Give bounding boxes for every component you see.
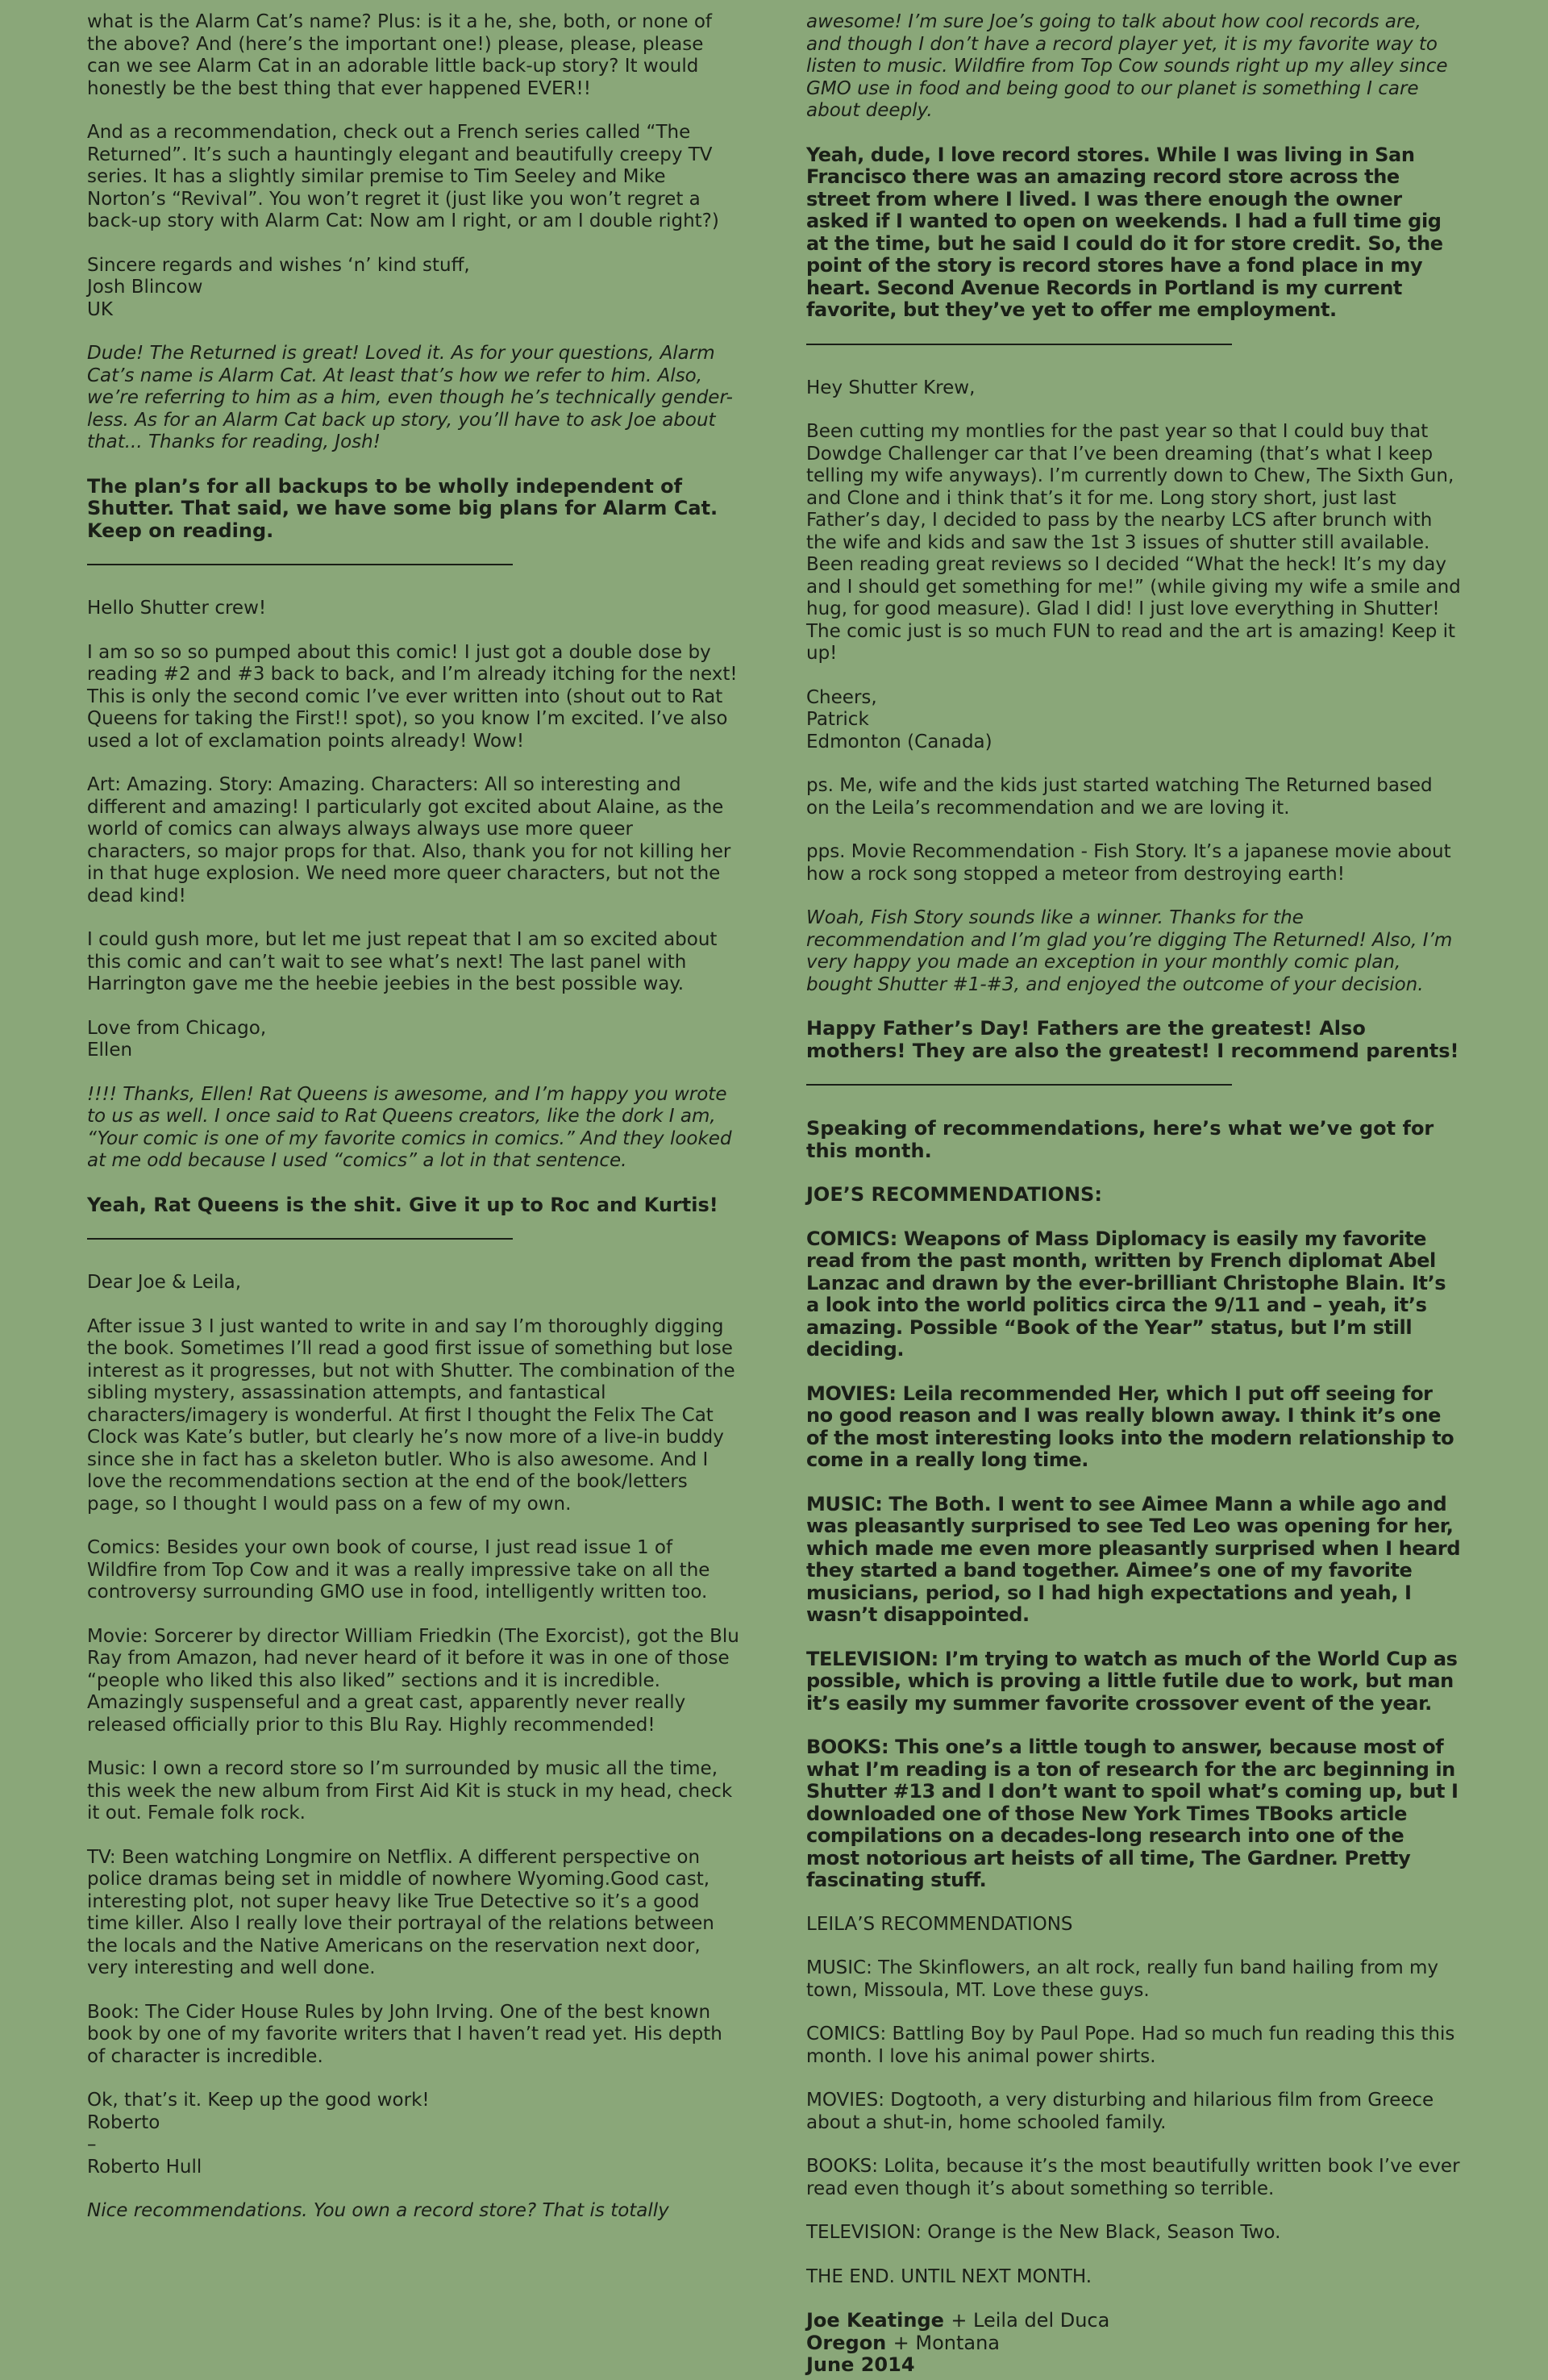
section-divider: [87, 564, 513, 565]
joe-rec-movies: MOVIES: Leila recommended Her, which I put off seeing for no good reason and I was really blown away. I think it’s one of the most interesting looks into the modern relationship to come in a really long time.: [806, 1382, 1454, 1471]
letter-paragraph: I am so so so pumped about this comic! I just got a double dose by reading #2 and #3 back to back, and I’m already itching for the next! This is only the second comic I’ve ever written into (shout out to Rat Queens for taking the First!! spot), so you know I’m excited. I’ve also used a lot of exclamation points already! Wow!: [87, 641, 738, 752]
letter-paragraph: Music: I own a record store so I’m surrounded by music all the time, this week the new album from First Aid Kit is stuck in my head, check it out. Female folk rock.: [87, 1758, 733, 1824]
signature-places: [806, 2332, 1461, 2355]
letter-paragraph: Comics: Besides your own book of course, I just read issue 1 of Wildfire from Top Cow and it was a really impressive take on all the controversy surrounding GMO use in food, intelligently written too.: [87, 1537, 710, 1603]
letter-paragraph: Been cutting my montlies for the past year so that I could buy that Dowdge Challenger car that I’ve been dreaming (that’s what I keep telling my wife anyways). I’m currently down to Chew, The Sixth Gun, and Clone and i think that’s it for me. Long story short, just last Father’s day, I decided to pass by the nearby LCS after brunch with the wife and kids and saw the 1st 3 issues of shutter still available. Been reading great reviews so I decided “What the heck! It’s my day and I should get something for me!” (while giving my wife a smile and hug, for good measure). Glad I did! I just love everything in Shutter! The comic just is so much FUN to read and the art is amazing! Keep it up!: [806, 421, 1461, 664]
letter-paragraph: Art: Amazing. Story: Amazing. Characters: All so interesting and different and amazing! I particularly got excited about Alaine, as the world of comics can always always always use more queer characters, so major props for that. Also, thank you for not killing her in that huge explosion. We need more queer characters, but not the dead kind!: [87, 774, 731, 907]
signature-joe: Joe Keatinge: [806, 2309, 944, 2332]
section-divider: [87, 1238, 513, 1240]
right-column: [806, 11, 1461, 2377]
leila-rec-television: TELEVISION: Orange is the New Black, Season Two.: [806, 2222, 1281, 2243]
section-divider: [806, 1084, 1232, 1086]
letter-paragraph: Book: The Cider House Rules by John Irving. One of the best known book by one of my favorite writers that I haven’t read yet. His depth of character is incredible.: [87, 2001, 722, 2067]
letter-paragraph: Movie: Sorcerer by director William Friedkin (The Exorcist), got the Blu Ray from Amazon, had never heard of it before it was in one of those “people who liked this also liked” sections and it is incredible. Amazingly suspenseful and a great cast, apparently never really released officially prior to this Blu Ray. Highly recommended!: [87, 1625, 739, 1736]
editor-reply-bold: Happy Father’s Day! Fathers are the greatest! Also mothers! They are also the greatest! I recommend parents!: [806, 1017, 1459, 1062]
signature-oregon: Oregon: [806, 2331, 887, 2354]
leila-rec-movies: MOVIES: Dogtooth, a very disturbing and hilarious film from Greece about a shut-in, home schooled family.: [806, 2090, 1434, 2133]
recommendations-intro: Speaking of recommendations, here’s what we’ve got for this month.: [806, 1117, 1434, 1162]
letter-signoff: Love from Chicago, Ellen: [87, 1017, 267, 1061]
letter-signoff: Cheers, Patrick Edmonton (Canada): [806, 686, 992, 752]
joe-rec-music: MUSIC: The Both. I went to see Aimee Mann a while ago and was pleasantly surprised to see Ted Leo was opening for her, which made me even more pleasantly surprised when I heard they started a band together. Aimee’s one of my favorite musicians, period, so I had high expectations and yeah, I wasn’t disappointed.: [806, 1492, 1461, 1626]
joe-rec-television: TELEVISION: I’m trying to watch as much of the World Cup as possible, which is proving a little futile due to work, but man it’s easily my summer favorite crossover event of the year.: [806, 1647, 1458, 1715]
letter-greeting: Dear Joe & Leila,: [87, 1272, 242, 1293]
editor-reply-bold: Yeah, Rat Queens is the shit. Give it up to Roc and Kurtis!: [87, 1193, 718, 1216]
joe-rec-books: BOOKS: This one’s a little tough to answer, because most of what I’m reading is a ton of research for the arc beginning in Shutter #13 and I don’t want to spoil what’s coming up, but I downloaded one of those New York Times TBooks article compilations on a decades-long research into one of the most notorious art heists of all time, The Gardner. Pretty fascinating stuff.: [806, 1736, 1459, 1891]
letter-signoff: Sincere regards and wishes ‘n’ kind stuff, Josh Blincow UK: [87, 254, 470, 320]
letter-signoff: Ok, that’s it. Keep up the good work! Roberto – Roberto Hull: [87, 2090, 430, 2178]
leila-rec-comics: COMICS: Battling Boy by Paul Pope. Had so much fun reading this this month. I love his animal power shirts.: [806, 2024, 1455, 2067]
joe-recommendations-heading: JOE’S RECOMMENDATIONS:: [806, 1183, 1102, 1206]
editor-reply: Nice recommendations. You own a record store? That is totally: [87, 2200, 669, 2221]
letter-greeting: Hello Shutter crew!: [87, 598, 267, 619]
letter-paragraph: I could gush more, but let me just repeat that I am so excited about this comic and can’t wait to see what’s next! The last panel with Harrington gave me the heebie jeebies in the best possible way.: [87, 929, 718, 994]
signature-leila: + Leila del Duca: [951, 2309, 1110, 2332]
editor-reply: !!!! Thanks, Ellen! Rat Queens is awesome, and I’m happy you wrote to us as well. I once said to Rat Queens creators, like the dork I am, “Your comic is one of my favorite comics in comics.” And they looked at me odd because I used “comics” a lot in that sentence.: [87, 1083, 732, 1171]
left-column: [87, 11, 742, 2245]
signature-montana: + Montana: [893, 2331, 1001, 2354]
letter-paragraph: After issue 3 I just wanted to write in and say I’m thoroughly digging the book. Sometimes I’ll read a good first issue of something but lose interest as it progresses, but not with Shutter. The combination of the sibling mystery, assassination attempts, and fantastical characters/imagery is wonderful. At first I thought the Felix The Cat Clock was Kate’s butler, but clearly he’s now more of a live-in buddy since she in fact has a skeleton butler. Who is also awesome. And I love the recommendations section at the end of the book/letters page, so I thought I would pass on a few of my own.: [87, 1315, 735, 1515]
editor-reply: awesome! I’m sure Joe’s going to talk about how cool records are, and though I don’t have a record player yet, it is my favorite way to listen to music. Wildfire from Top Cow sounds right up my alley since GMO use in food and being good to our planet is something I care about deeply.: [806, 11, 1448, 121]
letter-paragraph: pps. Movie Recommendation - Fish Story. It’s a japanese movie about how a rock song stopped a meteor from destroying earth!: [806, 841, 1451, 885]
letter-paragraph: And as a recommendation, check out a French series called “The Returned”. It’s such a hauntingly elegant and beautifully creepy TV series. It has a slightly similar premise to Tim Seeley and Mike Norton’s “Revival”. You won’t regret it (just like you won’t regret a back-up story with Alarm Cat: Now am I right, or am I double right?): [87, 122, 719, 231]
leila-rec-books: BOOKS: Lolita, because it’s the most beautifully written book I’ve ever read even though it’s about something so terrible.: [806, 2156, 1460, 2199]
letter-paragraph: what is the Alarm Cat’s name? Plus: is it a he, she, both, or none of the above? And (here’s the important one!) please, please, please can we see Alarm Cat in an adorable little back-up story? It would honestly be the best thing that ever happened EVER!!: [87, 11, 713, 99]
letter-greeting: Hey Shutter Krew,: [806, 377, 976, 398]
leila-recommendations-heading: LEILA’S RECOMMENDATIONS: [806, 1913, 1073, 1935]
editor-reply-bold: Yeah, dude, I love record stores. While I was living in San Francisco there was an amazing record store across the street from where I lived. I was there enough the owner asked if I wanted to open on weekends. I had a full time gig at the time, but he said I could do it for store credit. So, the point of the story is record stores have a fond place in my heart. Second Avenue Records in Portland is my current favorite, but they’ve yet to offer me employment.: [806, 143, 1443, 321]
editor-reply: Dude! The Returned is great! Loved it. As for your questions, Alarm Cat’s name is Alarm Cat. At least that’s how we refer to him. Also, we’re referring to him as a him, even though he’s technically gender-less. As for an Alarm Cat back up story, you’ll have to ask Joe about that... Thanks for reading, Josh!: [87, 343, 733, 452]
signature-names: [806, 2310, 1461, 2332]
letter-paragraph: ps. Me, wife and the kids just started watching The Returned based on the Leila’s recommendation and we are loving it.: [806, 775, 1433, 819]
the-end: THE END. UNTIL NEXT MONTH.: [806, 2265, 1092, 2287]
leila-rec-music: MUSIC: The Skinflowers, an alt rock, really fun band hailing from my town, Missoula, MT. Love these guys.: [806, 1957, 1438, 2001]
signature-date: June 2014: [806, 2353, 915, 2376]
joe-rec-comics: COMICS: Weapons of Mass Diplomacy is easily my favorite read from the past month, written by French diplomat Abel Lanzac and drawn by the ever-brilliant Christophe Blain. It’s a look into the world politics circa the 9/11 and – yeah, it’s amazing. Possible “Book of the Year” status, but I’m still deciding.: [806, 1227, 1446, 1361]
editor-reply-bold: The plan’s for all backups to be wholly independent of Shutter. That said, we have some big plans for Alarm Cat. Keep on reading.: [87, 474, 718, 542]
editor-reply: Woah, Fish Story sounds like a winner. Thanks for the recommendation and I’m glad you’re digging The Returned! Also, I’m very happy you made an exception in your monthly comic plan, bought Shutter #1-#3, and enjoyed the outcome of your decision.: [806, 907, 1453, 995]
letter-paragraph: TV: Been watching Longmire on Netflix. A different perspective on police dramas being set in middle of nowhere Wyoming.Good cast, interesting plot, not super heavy like True Detective so it’s a good time killer. Also I really love their portrayal of the relations between the locals and the Native Americans on the reservation next door, very interesting and well done.: [87, 1846, 714, 1978]
section-divider: [806, 344, 1232, 345]
